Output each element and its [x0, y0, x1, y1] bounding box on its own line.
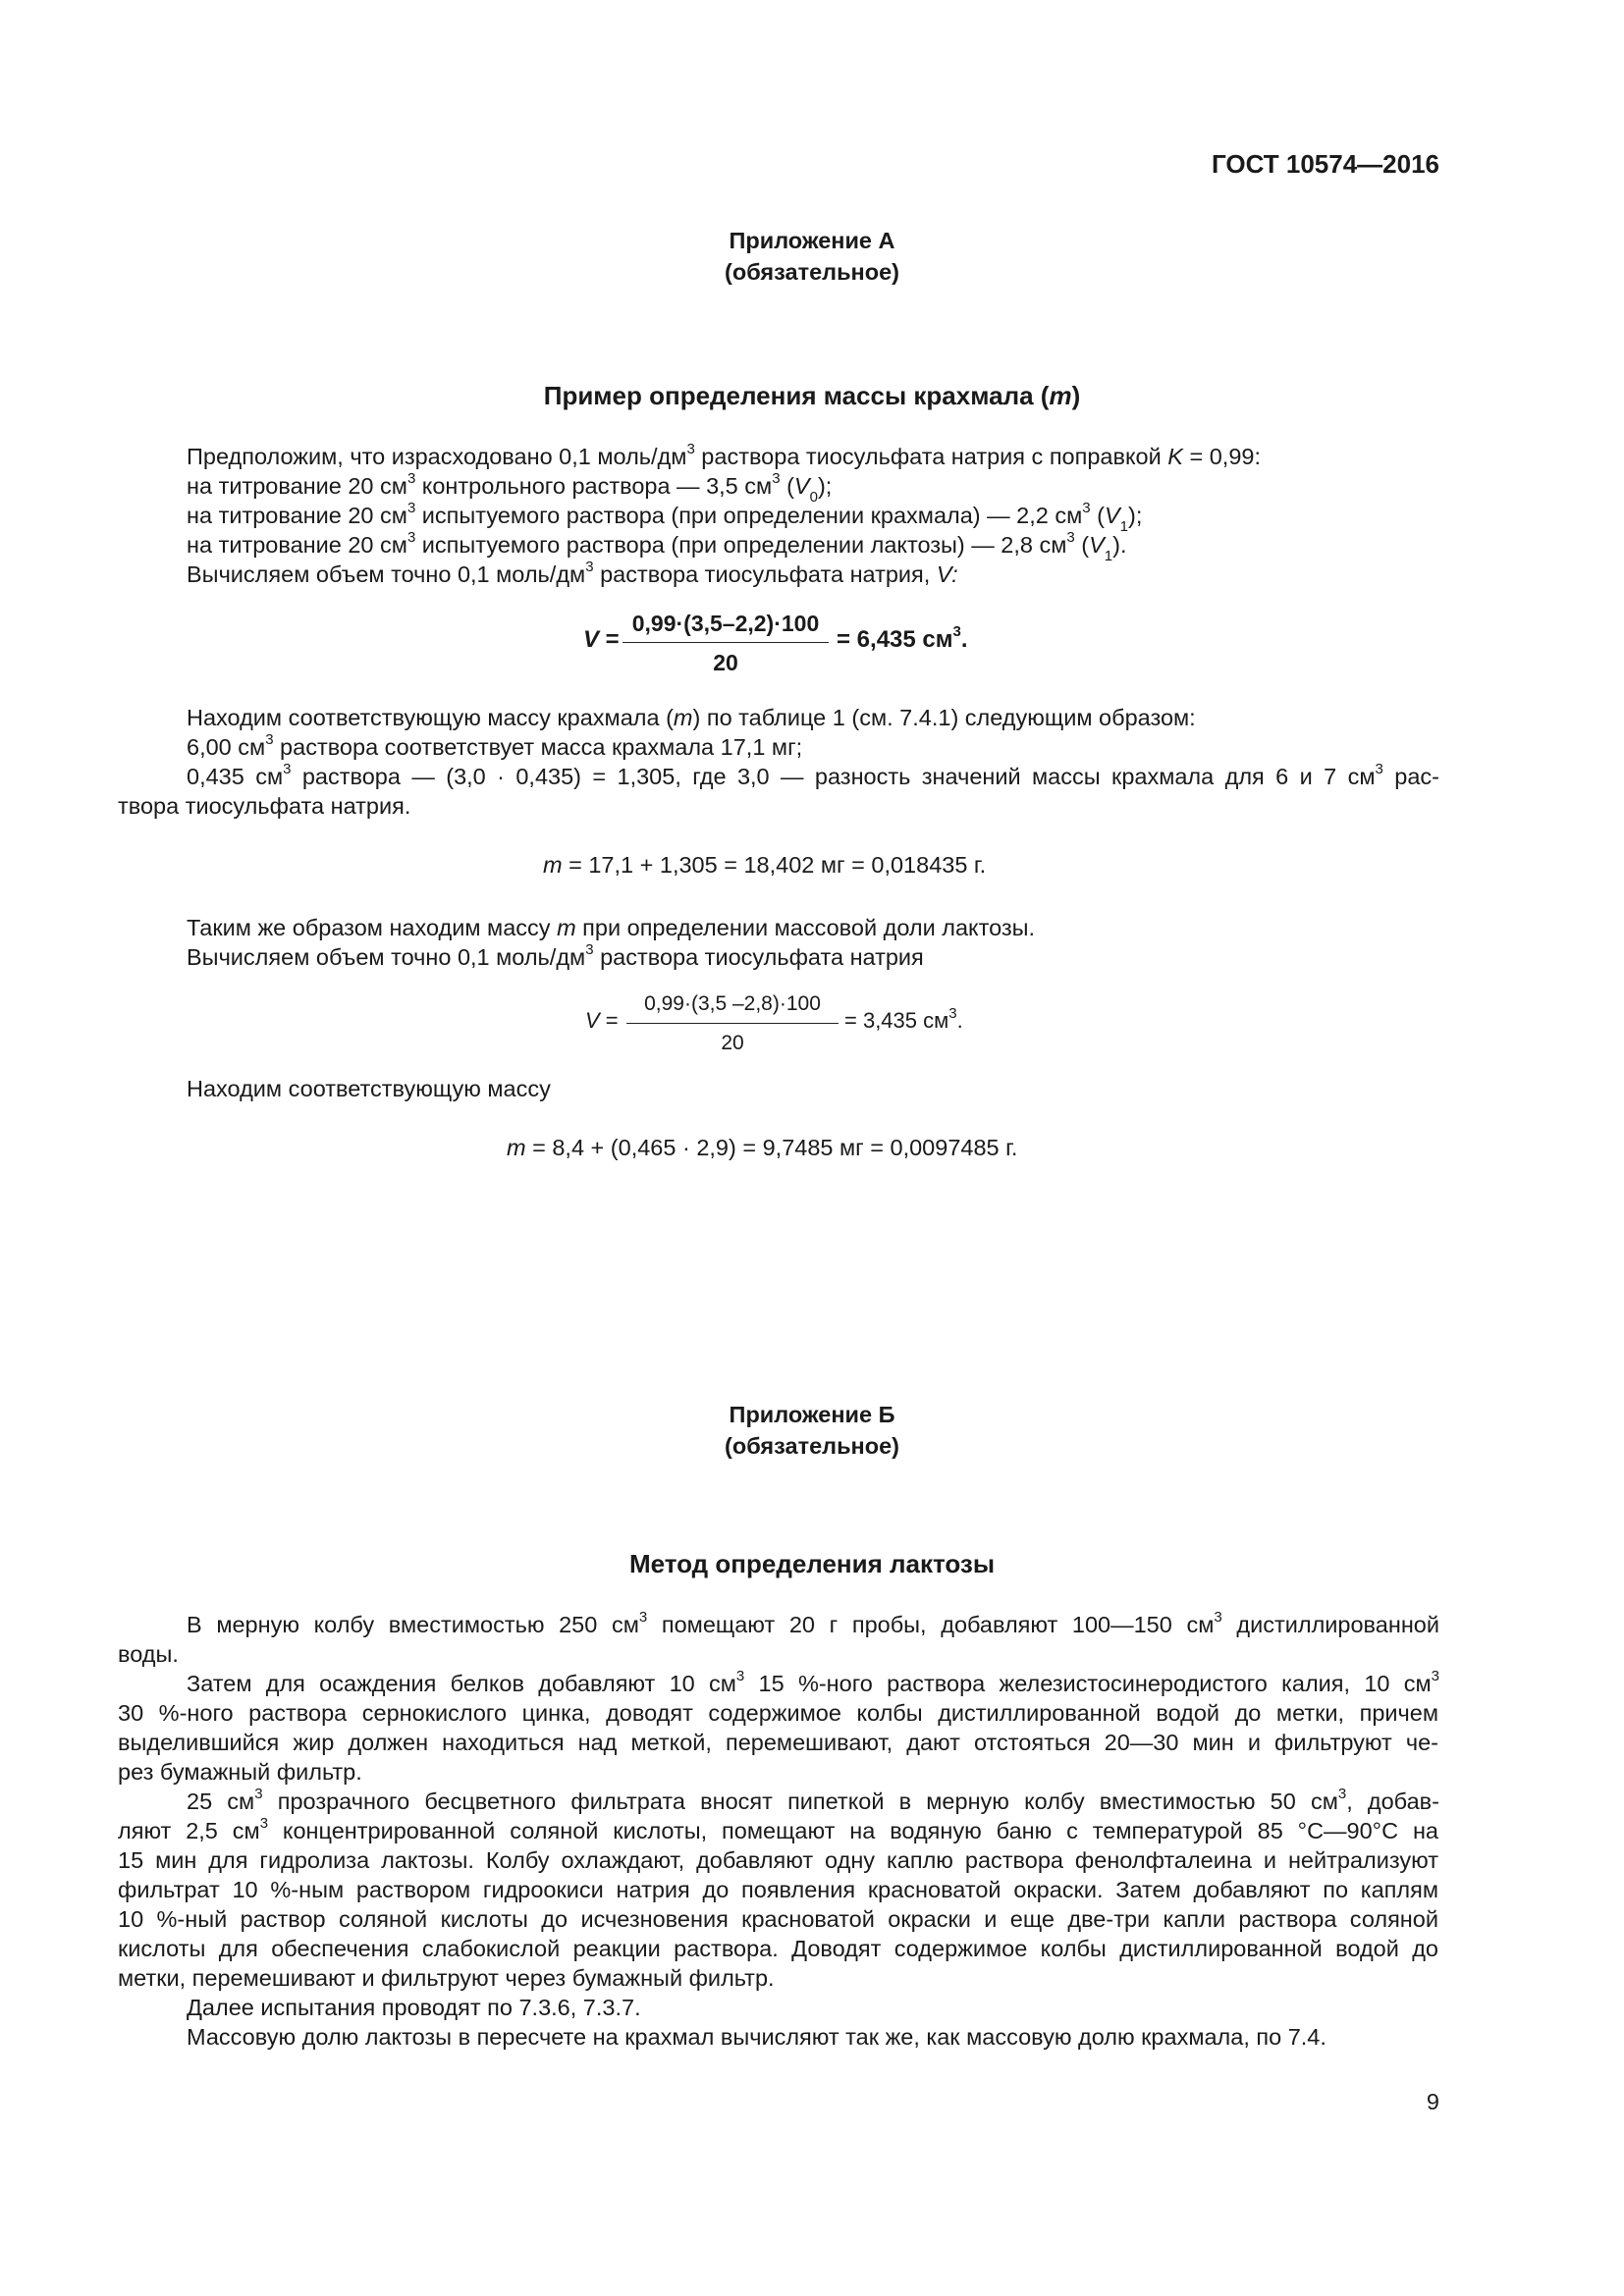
method-line-10: фильтрат 10 %-ным раствором гидроокиси натрия до появления красноватой окраски. Затем добавляют по каплям	[118, 1877, 1438, 1902]
starch-mass-line-4: твора тиосульфата натрия.	[118, 793, 411, 819]
lactose-line-1: Таким же образом находим массу m при определении массовой доли лактозы.	[187, 915, 1036, 940]
starch-mass-line-2: 6,00 $см^3$ раствора соответствует масса крахмала 17,1 мг;	[187, 731, 803, 760]
starch-mass-line-1: Находим соответствующую массу крахмала (m) по таблице 1 (см. 7.4.1) следующим образом:	[187, 705, 1196, 730]
method-line-12: кислоты для обеспечения слабокислой реакции раствора. Доводят содержимое колбы дистиллированной водой до	[118, 1936, 1438, 1961]
formula-mass-lactose: m = 8,4 + (0,465 · 2,9) = 9,7485 мг = 0,0097485 г.	[507, 1135, 1018, 1160]
appendix-b-label: Приложение Б	[729, 1402, 895, 1427]
starch-mass-line-3: 0,435 $см^3$ раствора — (3,0 · 0,435) = 1,305, где 3,0 — разность значений массы крахмала для 6 и 7 $см^3$ рас-	[187, 761, 1439, 789]
method-line-3: Затем для осаждения белков добавляют 10 $см^3$ 15 %-ного раствора железистосинеродистого калия, 10 $см^3$	[187, 1668, 1440, 1696]
intro-line-3: на титрование 20 $см^3$ испытуемого раствора (при определении крахмала) — 2,2 $см^3$ $(V_1)$;	[187, 500, 1143, 535]
appendix-a-title: Пример определения массы крахмала (m)	[543, 381, 1081, 410]
intro-line-4: на титрование 20 $см^3$ испытуемого раствора (при определении лактозы) — 2,8 $см^3$ $(V_1)$.	[187, 529, 1127, 564]
method-line-6: рез бумажный фильтр.	[118, 1759, 362, 1785]
document-page: ГОСТ 10574—2016 Приложение А (обязательное) Пример определения массы крахмала (m) Предположим, что израсходовано 0,1 моль/$дм^3$ раствора тиосульфата натрия с поправкой K = 0,99: на титрование 20 $см^3$ контрольного раствора — 3,5 $см^3$ $(V_0)$; на титрование 20 $см^3$ испытуемого раствора (при определении крахмала) — 2,2 $см^3$ $(V_1)$; на титрование 20 $см^3$ испытуемого раствора (при определении лактозы) — 2,8 $см^3$ $(V_1)$. Вычисляем объем точно 0,1 моль/$дм^3$ раствора тиосульфата натрия, V: V = 0,99·(3,5–2,2)·100 20 = 6,435 $см^3$. Находим соответствующую массу крахмала (m) по таблице 1 (см. 7.4.1) следующим образом: 6,00 $см^3$ раствора соответствует масса крахмала 17,1 мг; 0,435 $см^3$ раствора — (3,0 · 0,435) = 1,305, где 3,0 — разность значений массы крахмала для 6 и 7 $см^3$ рас- твора тиосульфата натрия. m = 17,1 + 1,305 = 18,402 мг = 0,018435 г. Таким же образом находим массу m при определении массовой доли лактозы. Вычисляем объем точно 0,1 моль/$дм^3$ раствора тиосульфата натрия V = 0,99·(3,5 –2,8)·100 20 = 3,435 $см^3$. Находим соответствующую массу m = 8,4 + (0,465 · 2,9) = 9,7485 мг = 0,0097485 г. Приложение Б (обязательное) Метод определения лактозы В мерную колбу вместимостью 250 $см^3$ помещают 20 г пробы, добавляют 100—150 $см^3$ дистиллированной воды. Затем для осаждения белков добавляют 10 $см^3$ 15 %-ного раствора железистосинеродистого калия, 10 $см^3$ 30 %-ного раствора сернокислого цинка, доводят содержимое колбы дистиллированной водой до метки, причем выделившийся жир должен находиться над меткой, перемешивают, дают отстояться 20—30 мин и фильтруют че- рез бумажный фильтр. 25 $см^3$ прозрачного бесцветного фильтрата вносят пипеткой в мерную колбу вместимостью 50 $см^3$, добав- ляют 2,5 $см^3$ концентрированной соляной кислоты, помещают на водяную баню с температурой 85 °С—90°С на 15 мин для гидролиза лактозы. Колбу охлаждают, добавляют одну каплю раствора фенолфталеина и нейтрализуют фильтрат 10 %-ным раствором гидроокиси натрия до появления красноватой окраски. Затем добавляют по каплям 10 %-ный раствор соляной кислоты до исчезновения красноватой окраски и еще две-три капли раствора соляной кислоты для обеспечения слабокислой реакции раствора. Доводят содержимое колбы дистиллированной водой до метки, перемешивают и фильтруют через бумажный фильтр. Далее испытания проводят по 7.3.6, 7.3.7. Массовую долю лактозы в пересчете на крахмал вычисляют так же, как массовую долю крахмала, по 7.4. 9	[0, 0, 1624, 2296]
formula1-fraction-bar	[623, 642, 829, 643]
document-code: ГОСТ 10574—2016	[1212, 149, 1439, 179]
method-line-15: Массовую долю лактозы в пересчете на крахмал вычисляют так же, как массовую долю крахмала, по 7.4.	[187, 2024, 1326, 2050]
method-line-9: 15 мин для гидролиза лактозы. Колбу охлаждают, добавляют одну каплю раствора фенолфталеина и нейтрализуют	[118, 1847, 1438, 1873]
method-line-7: 25 $см^3$ прозрачного бесцветного фильтрата вносят пипеткой в мерную колбу вместимостью 50 $см^3$, добав-	[187, 1786, 1439, 1814]
formula1-denominator: 20	[713, 650, 738, 675]
method-line-11: 10 %-ный раствор соляной кислоты до исчезновения красноватой окраски и еще две-три капли раствора соляной	[118, 1906, 1438, 1932]
method-line-1: В мерную колбу вместимостью 250 $см^3$ помещают 20 г пробы, добавляют 100—150 $см^3$ дистиллированной	[187, 1609, 1439, 1637]
intro-line-5: Вычисляем объем точно 0,1 моль/$дм^3$ раствора тиосульфата натрия, V:	[187, 559, 958, 587]
method-line-5: выделившийся жир должен находиться над меткой, перемешивают, дают отстояться 20—30 мин и фильтруют че-	[118, 1730, 1438, 1755]
intro-line-2: на титрование 20 $см^3$ контрольного раствора — 3,5 $см^3$ $(V_0)$;	[187, 470, 833, 506]
page-number: 9	[1426, 2089, 1439, 2114]
formula3-numerator: 0,99·(3,5 –2,8)·100	[644, 992, 821, 1015]
appendix-b-status: (обязательное)	[725, 1433, 899, 1459]
formula1-numerator: 0,99·(3,5–2,2)·100	[631, 611, 820, 636]
formula3-fraction-bar	[626, 1023, 839, 1024]
method-line-14: Далее испытания проводят по 7.3.6, 7.3.7.	[187, 1995, 641, 2020]
method-line-2: воды.	[118, 1641, 179, 1667]
method-line-4: 30 %-ного раствора сернокислого цинка, доводят содержимое колбы дистиллированной водой до метки, причем	[118, 1700, 1438, 1726]
formula3-denominator: 20	[721, 1032, 744, 1054]
appendix-a-status: (обязательное)	[725, 259, 899, 285]
appendix-b-title: Метод определения лактозы	[628, 1549, 996, 1578]
method-line-13: метки, перемешивают и фильтруют через бумажный фильтр.	[118, 1965, 775, 1991]
lactose-line-2: Вычисляем объем точно 0,1 моль/$дм^3$ раствора тиосульфата натрия	[187, 941, 924, 970]
appendix-a-label: Приложение А	[729, 228, 895, 253]
method-line-8: ляют 2,5 $см^3$ концентрированной соляной кислоты, помещают на водяную баню с температурой 85 °С—90°С на	[118, 1815, 1438, 1843]
find-mass-line: Находим соответствующую массу	[187, 1076, 551, 1101]
intro-line-1: Предположим, что израсходовано 0,1 моль/$дм^3$ раствора тиосульфата натрия с поправкой K = 0,99:	[187, 441, 1261, 469]
formula-mass-starch: m = 17,1 + 1,305 = 18,402 мг = 0,018435 г.	[543, 852, 987, 878]
